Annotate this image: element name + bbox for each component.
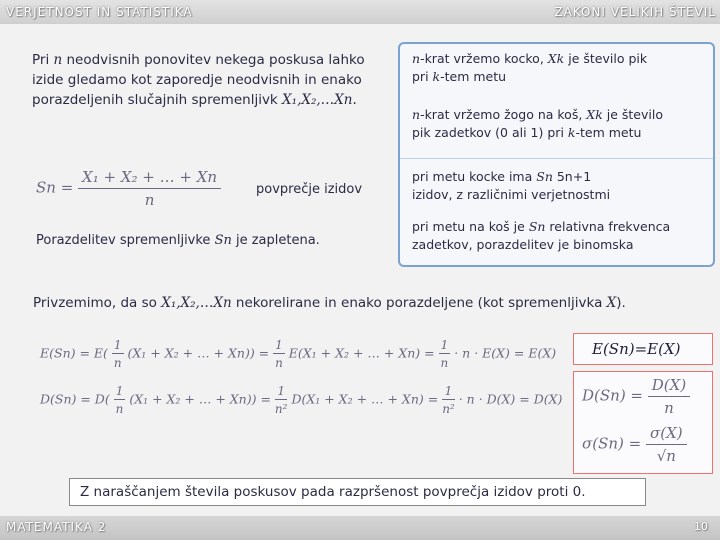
expectation-result-box	[573, 333, 713, 365]
example-line	[412, 168, 702, 186]
var-xk: Xk	[586, 107, 603, 122]
assumption-line	[33, 294, 626, 312]
variance-lhs: D(Sn) =	[582, 386, 648, 405]
eq-num: 1	[113, 338, 122, 352]
chapter-title: ZAKONI VELIKIH ŠTEVIL	[554, 5, 716, 19]
mean-formula-lhs: Sn =	[36, 178, 79, 197]
eq-part: D(X₁ + X₂ + … + Xn) =	[291, 391, 443, 407]
example-text: pri metu na koš je	[412, 219, 529, 234]
eq-num: 1	[275, 384, 288, 400]
stddev-lhs: σ(Sn) =	[582, 434, 646, 453]
var-k: k	[432, 69, 441, 84]
stddev-fraction	[646, 424, 687, 465]
examples-box	[398, 42, 715, 267]
var-n: n	[412, 107, 421, 122]
eq-part: (X₁ + X₂ + … + Xn)) =	[127, 345, 274, 361]
stddev-num: σ(X)	[646, 424, 687, 445]
mean-formula	[36, 168, 221, 209]
stddev-result	[582, 424, 687, 465]
eq-den: n	[113, 356, 122, 370]
footer-course: MATEMATIKA 2	[6, 520, 107, 534]
page-number: 10	[694, 520, 708, 533]
example-basket-freq	[412, 218, 702, 254]
eq-den: n²	[442, 402, 455, 416]
eq-num: 1	[440, 338, 449, 352]
variance-equation	[40, 384, 562, 416]
var-n: n	[412, 51, 421, 66]
examples-divider	[400, 158, 713, 159]
example-text: 5n+1	[552, 169, 592, 184]
example-line	[412, 218, 702, 236]
expectation-equation	[40, 338, 556, 370]
expectation-result: E(Sn)=E(X)	[592, 340, 681, 358]
intro-line-2: izide gledamo kot zaporedje neodvisnih in enako	[32, 72, 362, 88]
eq-part: (X₁ + X₂ + … + Xn)) =	[129, 391, 275, 407]
eq-part: · n · D(X) = D(X)	[458, 391, 563, 407]
example-dice-sum	[412, 168, 702, 204]
stddev-den: √n	[656, 447, 676, 465]
distribution-note	[36, 232, 320, 250]
mean-denominator: n	[144, 191, 155, 209]
intro-text: Pri	[32, 52, 54, 68]
eq-fraction	[442, 384, 455, 416]
variance-den: n	[664, 399, 674, 417]
example-text: je število	[602, 107, 663, 122]
conclusion-box	[69, 478, 646, 506]
example-text: pri metu kocke ima	[412, 169, 537, 184]
assumption-text: nekorelirane in enako porazdeljene (kot spremenljivka	[231, 295, 607, 311]
assumption-text: ).	[616, 295, 626, 311]
example-line: zadetkov, porazdelitev je binomska	[412, 237, 634, 252]
variance-result-box	[573, 371, 713, 474]
intro-vars: X₁,X₂,…Xn.	[282, 92, 357, 108]
eq-part: E(X₁ + X₂ + … + Xn) =	[288, 345, 439, 361]
intro-text: neodvisnih ponovitev nekega poskusa lahko	[62, 52, 365, 68]
example-line	[412, 50, 702, 68]
eq-part: D(Sn) = D(	[40, 391, 110, 407]
mean-label: povprečje izidov	[256, 182, 363, 197]
eq-den: n	[440, 356, 449, 370]
example-text: -krat vržemo žogo na koš,	[420, 107, 587, 122]
variance-fraction	[648, 376, 690, 417]
example-dice	[412, 50, 702, 86]
assumption-vars: X₁,X₂,…Xn	[161, 295, 232, 311]
intro-text: porazdeljenih slučajnih spremenljivk	[32, 92, 283, 108]
eq-fraction	[112, 338, 124, 370]
example-text: -tem metu	[440, 69, 507, 84]
example-text: -krat vržemo kocko,	[420, 51, 548, 66]
eq-num: 1	[442, 384, 455, 400]
var-sn: Sn	[536, 169, 553, 184]
example-text: -tem metu	[575, 125, 642, 140]
var-k: k	[567, 125, 576, 140]
eq-num: 1	[275, 338, 283, 352]
example-basket	[412, 106, 702, 142]
example-text: pik zadetkov (0 ali 1) pri	[412, 125, 568, 140]
example-line: izidov, z različnimi verjetnostmi	[412, 187, 611, 202]
intro-var-n: n	[53, 52, 63, 68]
eq-num: 1	[115, 384, 124, 398]
course-title: VERJETNOST IN STATISTIKA	[6, 5, 193, 19]
intro-line-3	[32, 90, 392, 110]
footer-bar	[0, 516, 720, 540]
dist-text: Porazdelitev spremenljivke	[36, 233, 215, 248]
variance-result	[582, 376, 690, 417]
eq-part: · n · E(X) = E(X)	[454, 345, 557, 361]
eq-part: E(Sn) = E(	[40, 345, 108, 361]
intro-paragraph	[32, 50, 392, 110]
eq-den: n²	[274, 402, 288, 416]
var-xk: Xk	[547, 51, 565, 66]
example-line	[412, 106, 702, 124]
mean-fraction	[78, 168, 221, 209]
assumption-var: X	[606, 295, 617, 311]
mean-numerator: X₁ + X₂ + … + Xn	[78, 168, 221, 189]
dist-var: Sn	[214, 233, 232, 248]
assumption-text: Privzemimo, da so	[33, 295, 162, 311]
example-line	[412, 68, 702, 86]
eq-den: n	[115, 402, 124, 416]
eq-fraction	[439, 338, 451, 370]
example-text: pri	[412, 69, 433, 84]
var-sn: Sn	[528, 219, 546, 234]
dist-text: je zapletena.	[231, 233, 320, 248]
conclusion-text: Z naraščanjem števila poskusov pada razpršenost povprečja izidov proti 0.	[80, 484, 586, 500]
eq-fraction	[273, 338, 285, 370]
eq-fraction	[114, 384, 126, 416]
intro-line-1	[32, 50, 392, 70]
example-text: je število pik	[564, 51, 648, 66]
eq-fraction	[275, 384, 288, 416]
example-text: relativna frekvenca	[545, 219, 671, 234]
eq-den: n	[275, 356, 283, 370]
example-line	[412, 124, 702, 142]
variance-num: D(X)	[648, 376, 690, 397]
